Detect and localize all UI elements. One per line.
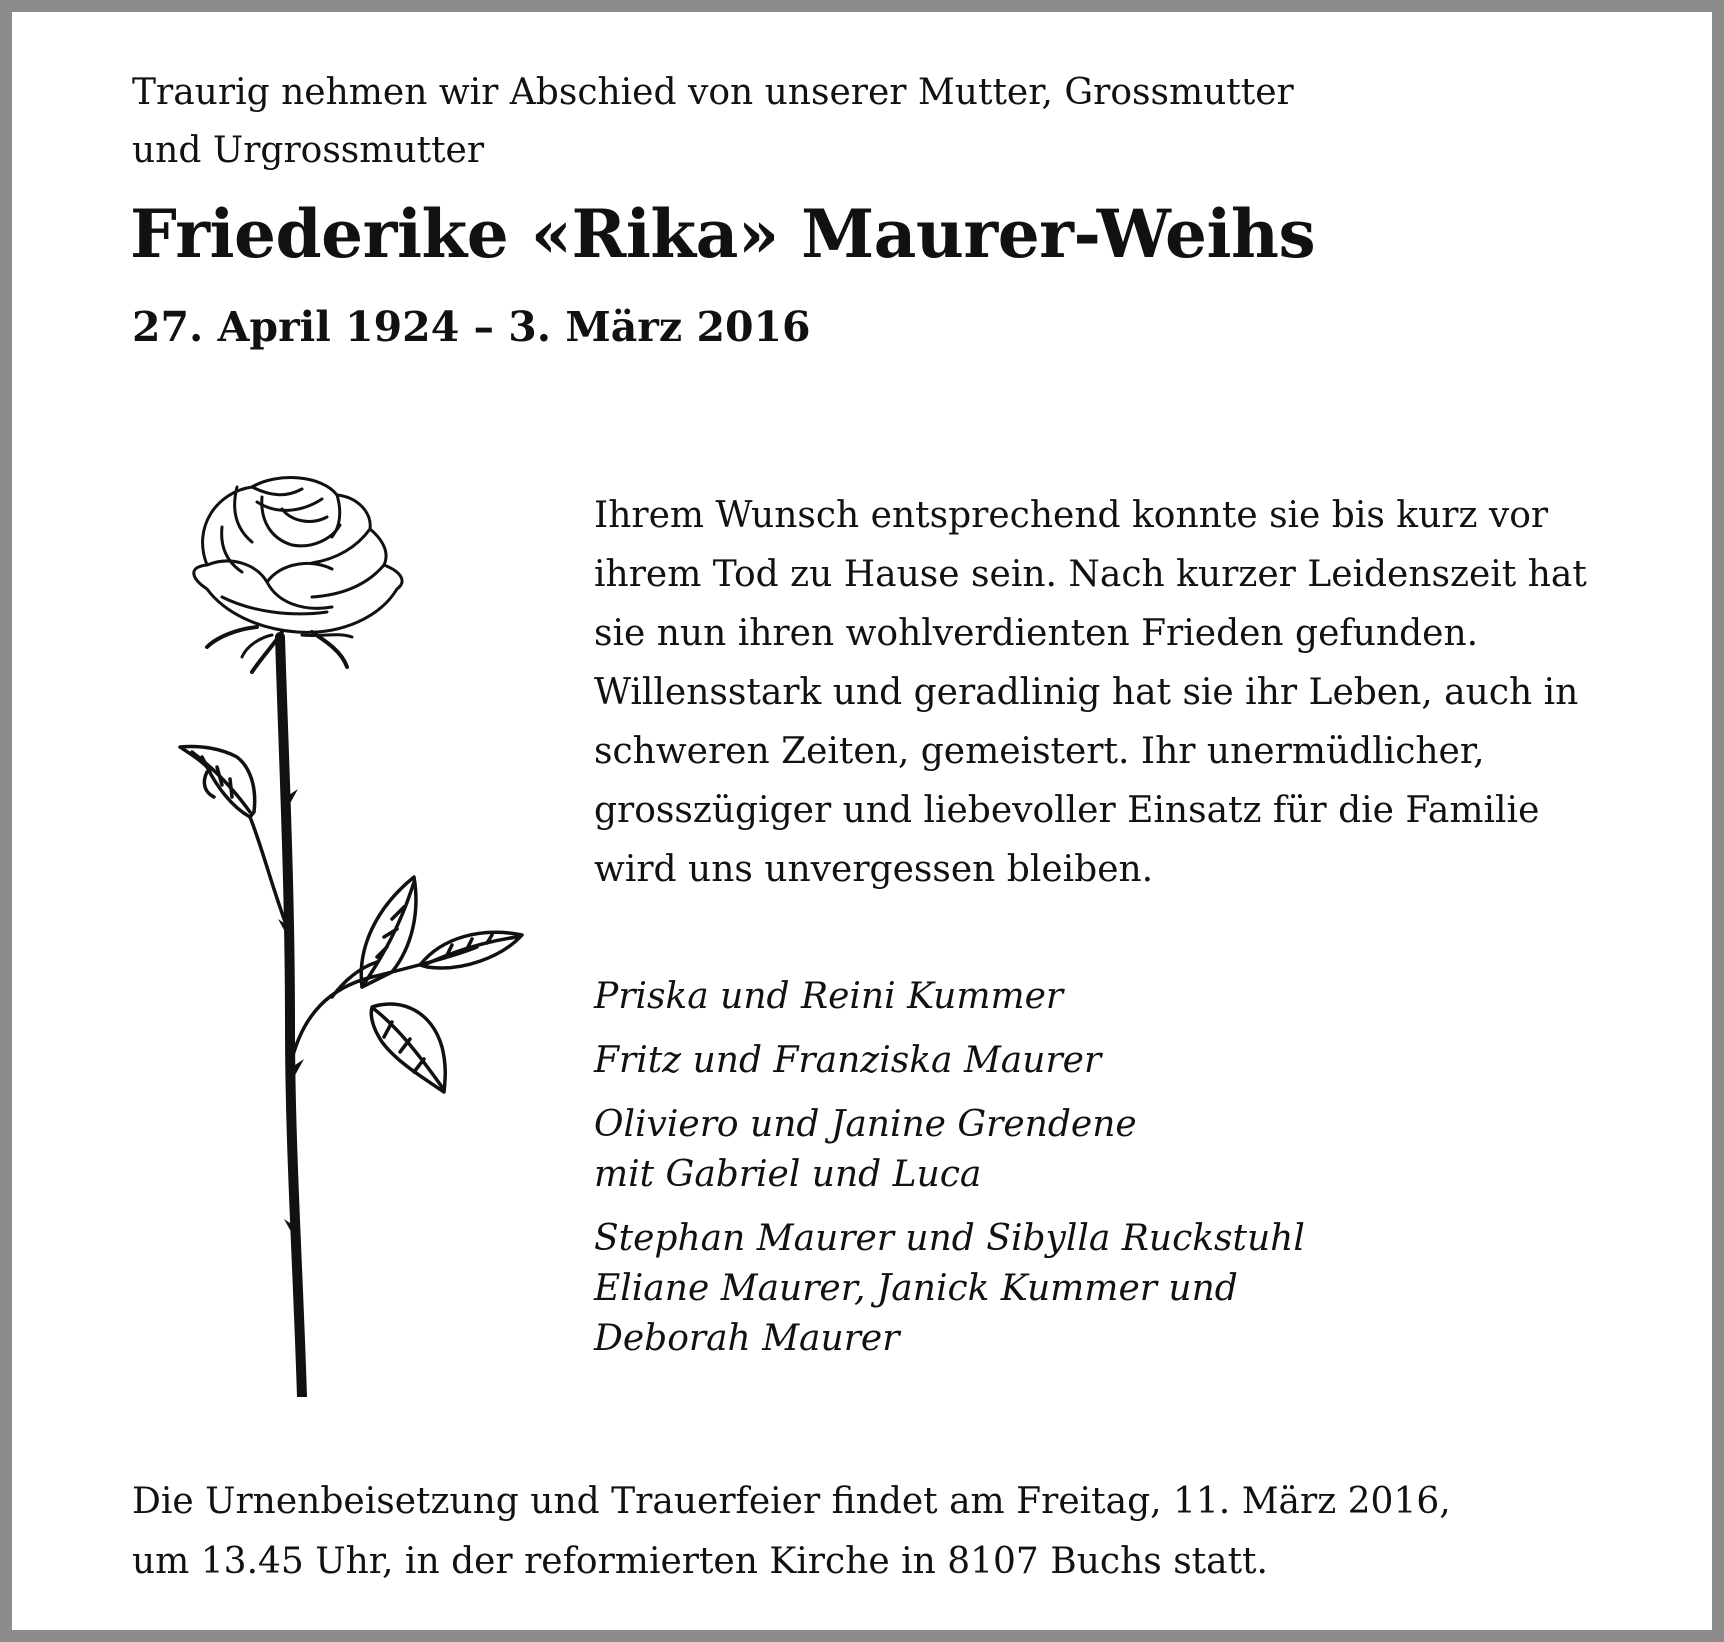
message-line: ihrem Tod zu Hause sein. Nach kurzer Leidenszeit hat — [594, 554, 1587, 595]
intro-line: Traurig nehmen wir Abschied von unserer Mutter, Grossmutter — [132, 72, 1294, 113]
mourner-line: Stephan Maurer und Sibylla Ruckstuhl — [594, 1218, 1305, 1259]
mourner-entry — [594, 1214, 1634, 1364]
message-line: Willensstark und geradlinig hat sie ihr Leben, auch in — [594, 672, 1579, 713]
funeral-details — [132, 1472, 1692, 1592]
mourner-line: Priska und Reini Kummer — [594, 976, 1064, 1017]
message-text — [594, 486, 1634, 899]
mourner-line: Oliviero und Janine Grendene — [594, 1104, 1137, 1145]
intro-text — [132, 64, 1432, 180]
intro-line: und Urgrossmutter — [132, 130, 485, 171]
message-line: schweren Zeiten, gemeistert. Ihr unermüdlicher, — [594, 731, 1485, 772]
mourner-line: Fritz und Franziska Maurer — [594, 1040, 1102, 1081]
footer-line: um 13.45 Uhr, in der reformierten Kirche in 8107 Buchs statt. — [132, 1541, 1268, 1582]
mourner-entry — [594, 1036, 1634, 1086]
mourner-line: Deborah Maurer — [594, 1318, 900, 1359]
life-dates: 27. April 1924 – 3. März 2016 — [132, 303, 811, 351]
rose-icon — [162, 467, 582, 1397]
mourner-line: Eliane Maurer, Janick Kummer und — [594, 1268, 1238, 1309]
mourner-entry — [594, 972, 1634, 1022]
message-line: wird uns unvergessen bleiben. — [594, 849, 1154, 890]
obituary-notice — [12, 12, 1712, 1630]
message-line: grosszügiger und liebevoller Einsatz für die Familie — [594, 790, 1540, 831]
deceased-name: Friederike «Rika» Maurer-Weihs — [130, 195, 1316, 273]
message-line: Ihrem Wunsch entsprechend konnte sie bis kurz vor — [594, 495, 1549, 536]
footer-line: Die Urnenbeisetzung und Trauerfeier findet am Freitag, 11. März 2016, — [132, 1481, 1451, 1522]
mourner-line: mit Gabriel und Luca — [594, 1154, 982, 1195]
mourners-list — [594, 972, 1634, 1378]
message-line: sie nun ihren wohlverdienten Frieden gefunden. — [594, 613, 1479, 654]
mourner-entry — [594, 1100, 1634, 1200]
